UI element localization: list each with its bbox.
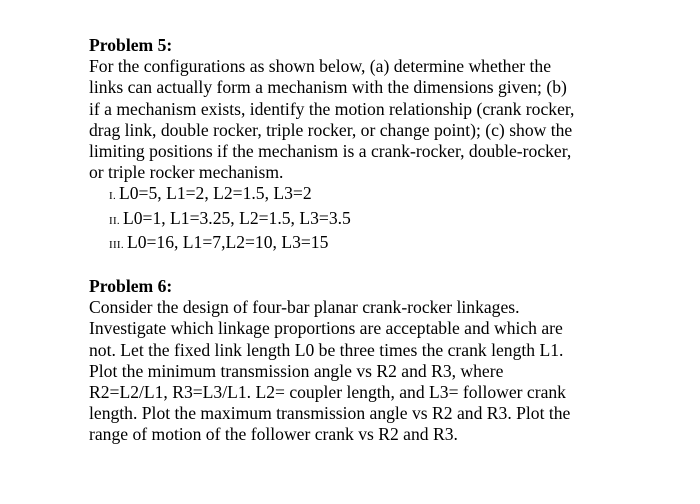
configuration-text: L0=5, L1=2, L2=1.5, L3=2 [119, 183, 312, 204]
problem-6-line: Plot the minimum transmission angle vs R2 and R3, where [89, 360, 504, 381]
problem-5-title: Problem 5: [89, 35, 173, 55]
problem-6 [89, 276, 649, 446]
problem-6-line: length. Plot the maximum transmission angle vs R2 and R3. Plot the [89, 403, 571, 424]
configuration-text: L0=16, L1=7,L2=10, L3=15 [126, 231, 329, 252]
configuration-item [109, 232, 649, 256]
problem-5-line: drag link, double rocker, triple rocker, or change point); (c) show the [89, 119, 573, 140]
list-numeral: II. [109, 214, 120, 227]
problem-5 [89, 35, 649, 256]
problem-6-line: not. Let the fixed link length L0 be three times the crank length L1. [89, 339, 564, 360]
problem-5-line: For the configurations as shown below, (a) determine whether the [89, 56, 552, 77]
configuration-item [109, 183, 649, 207]
problem-6-line: Consider the design of four-bar planar crank-rocker linkages. [89, 297, 520, 318]
problem-6-line: R2=L2/L1, R3=L3/L1. L2= coupler length, and L3= follower crank [89, 382, 566, 403]
problem-6-body [89, 297, 649, 445]
problem-5-line: limiting positions if the mechanism is a crank-rocker, double-rocker, [89, 141, 572, 162]
problem-5-line: if a mechanism exists, identify the motion relationship (crank rocker, [89, 98, 575, 119]
problem-5-line: links can actually form a mechanism with the dimensions given; (b) [89, 77, 567, 98]
problem-5-line: or triple rocker mechanism. [89, 162, 284, 183]
problem-6-line: Investigate which linkage proportions are acceptable and which are [89, 318, 563, 339]
configuration-text: L0=1, L1=3.25, L2=1.5, L3=3.5 [122, 207, 351, 228]
problem-5-body [89, 56, 649, 183]
problem-6-title: Problem 6: [89, 276, 173, 296]
list-numeral: III. [109, 238, 124, 251]
configuration-list [89, 183, 649, 256]
list-numeral: I. [109, 190, 117, 203]
problem-6-line: range of motion of the follower crank vs R2 and R3. [89, 424, 458, 445]
configuration-item [109, 208, 649, 232]
